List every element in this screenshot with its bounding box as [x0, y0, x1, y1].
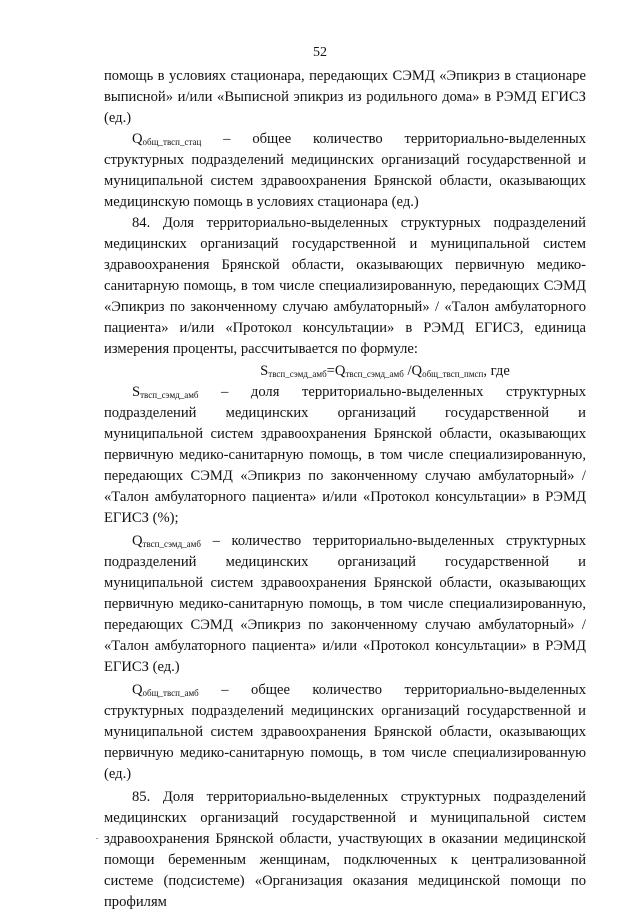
formula-tail: , где: [483, 363, 510, 379]
symbol: S: [132, 384, 141, 400]
paragraph-continuation: помощь в условиях стационара, передающих СЭМД «Эпикриз в стационаре выписной» и/или «Выписной эпикриз из родильного дома» в РЭМД ЕГИСЗ (ед.): [104, 68, 586, 126]
formula-expression: [260, 363, 510, 379]
formula-q1-sub: твсп_сэмд_амб: [345, 369, 404, 379]
formula-s: S: [260, 363, 269, 379]
item-85: 85. Доля территориально-выделенных структурных подразделений медицинских организаций государственной и муниципальной систем здравоохранения Брянской области, участвующих в оказании медицинской помощи беременным женщинам, подключенных к централизованной системе (подсистеме) «Организация оказания медицинской помощи по профилям: [104, 789, 586, 910]
definition-text: – общее количество территориально-выделенных структурных подразделений медицинских организаций государственной и муниципальной систем здравоохранения Брянской области, оказывающих медицинскую помощь в условиях стационара (ед.): [104, 131, 586, 210]
definition-text: – количество территориально-выделенных структурных подразделений медицинских организаций государственной и муниципальной систем здравоохранения Брянской области, оказывающих первичную медико-санитарную помощь, в том числе специализированную, передающих СЭМД «Эпикриз по законченному случаю амбулаторный» / «Талон амбулаторного пациента» и/или «Протокол консультации» в РЭМД ЕГИСЗ (ед.): [104, 533, 586, 675]
formula-div-q: /Q: [403, 363, 423, 379]
page-number: 52: [313, 45, 327, 60]
symbol-subscript: общ_твсп_стац: [142, 137, 202, 147]
definition-q-obsh-amb: [104, 680, 586, 785]
definition-q-stac: [104, 129, 586, 213]
scan-artifact: [96, 838, 98, 839]
symbol-subscript: общ_твсп_амб: [142, 688, 199, 698]
definition-text: – общее количество территориально-выделенных структурных подразделений медицинских организаций государственной и муниципальной систем здравоохранения Брянской области, оказывающих первичную медико-санитарную помощь, в том числе специализированную (ед.): [104, 682, 586, 782]
document-body: [104, 66, 586, 913]
item-84: 84. Доля территориально-выделенных структурных подразделений медицинских организаций государственной и муниципальной систем здравоохранения Брянской области, оказывающих первичную медико-санитарную помощь, в том числе специализированную, передающих СЭМД «Эпикриз по законченному случаю амбулаторный» / «Талон амбулаторного пациента» и/или «Протокол консультации» в РЭМД ЕГИСЗ, единица измерения проценты, рассчитывается по формуле:: [104, 215, 586, 357]
definition-q-amb: [104, 531, 586, 678]
symbol-subscript: твсп_сэмд_амб: [142, 539, 201, 549]
formula-eq-q: =Q: [326, 363, 346, 379]
formula-q2-sub: общ_твсп_пмсп: [422, 369, 484, 379]
symbol: Q: [132, 682, 143, 698]
formula-s-sub: твсп_сэмд_амб: [268, 369, 327, 379]
symbol-subscript: твсп_сэмд_амб: [140, 390, 199, 400]
symbol: Q: [132, 131, 143, 147]
definition-s-amb: [104, 382, 586, 529]
definition-text: – доля территориально-выделенных структурных подразделений медицинских организаций государственной и муниципальной систем здравоохранения Брянской области, оказывающих первичную медико-санитарную помощь, в том числе специализированную, передающих СЭМД «Эпикриз по законченному случаю амбулаторный» / «Талон амбулаторного пациента» и/или «Протокол консультации» в РЭМД ЕГИСЗ (%);: [104, 384, 586, 526]
symbol: Q: [132, 533, 143, 549]
formula-84: [104, 361, 586, 382]
